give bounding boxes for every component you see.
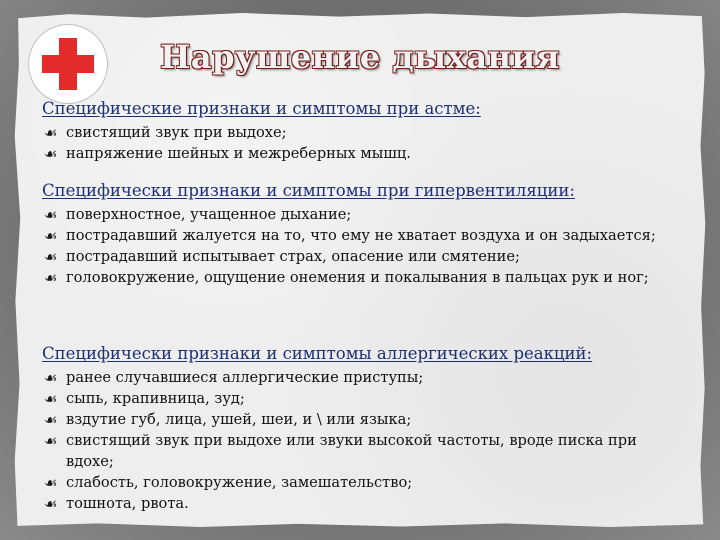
list-item-text: вздутие губ, лица, ушей, шеи, и \ или языка; — [66, 411, 412, 428]
section-allergy — [42, 343, 682, 514]
list-item — [42, 388, 682, 409]
leaf-bullet-icon: ☙ — [44, 495, 58, 513]
list-item — [42, 143, 682, 164]
list-item-text: свистящий звук при выдохе или звуки высокой частоты, вроде писка при вдохе; — [66, 432, 637, 470]
list-item — [42, 367, 682, 388]
leaf-bullet-icon: ☙ — [44, 269, 58, 287]
leaf-bullet-icon: ☙ — [44, 145, 58, 163]
list-item-text: сыпь, крапивница, зуд; — [66, 390, 245, 407]
section-heading: Специфически признаки и симптомы аллергических реакций: — [42, 344, 593, 363]
leaf-bullet-icon: ☙ — [44, 432, 58, 450]
list-item — [42, 493, 682, 514]
leaf-bullet-icon: ☙ — [44, 124, 58, 142]
leaf-bullet-icon: ☙ — [44, 227, 58, 245]
list-item-text: ранее случавшиеся аллергические приступы; — [66, 369, 424, 386]
list-item — [42, 267, 682, 288]
section-asthma — [42, 98, 682, 164]
list-item-text: слабость, головокружение, замешательство; — [66, 474, 413, 491]
section-heading: Специфически признаки и симптомы при гипервентиляции: — [42, 181, 575, 200]
list-item — [42, 122, 682, 143]
page-title: Нарушение дыхания — [160, 38, 560, 76]
list-item-text: головокружение, ощущение онемения и покалывания в пальцах рук и ног; — [66, 269, 649, 286]
leaf-bullet-icon: ☙ — [44, 474, 58, 492]
list-item-text: поверхностное, учащенное дыхание; — [66, 206, 352, 223]
leaf-bullet-icon: ☙ — [44, 390, 58, 408]
leaf-bullet-icon: ☙ — [44, 411, 58, 429]
list-item — [42, 430, 682, 472]
list-item-text: напряжение шейных и межреберных мышц. — [66, 145, 411, 162]
list-item — [42, 225, 682, 246]
leaf-bullet-icon: ☙ — [44, 248, 58, 266]
red-cross-icon — [28, 24, 108, 104]
leaf-bullet-icon: ☙ — [44, 369, 58, 387]
list-item-text: тошнота, рвота. — [66, 495, 189, 512]
red-cross-horizontal-bar — [42, 55, 94, 73]
list-item-text: пострадавший жалуется на то, что ему не хватает воздуха и он задыхается; — [66, 227, 656, 244]
list-item — [42, 246, 682, 267]
list-item — [42, 472, 682, 493]
list-item-text: свистящий звук при выдохе; — [66, 124, 287, 141]
leaf-bullet-icon: ☙ — [44, 206, 58, 224]
section-hyperventilation — [42, 180, 682, 288]
list-item — [42, 409, 682, 430]
list-item — [42, 204, 682, 225]
list-item-text: пострадавший испытывает страх, опасение или смятение; — [66, 248, 520, 265]
section-heading: Специфические признаки и симптомы при астме: — [42, 99, 481, 118]
